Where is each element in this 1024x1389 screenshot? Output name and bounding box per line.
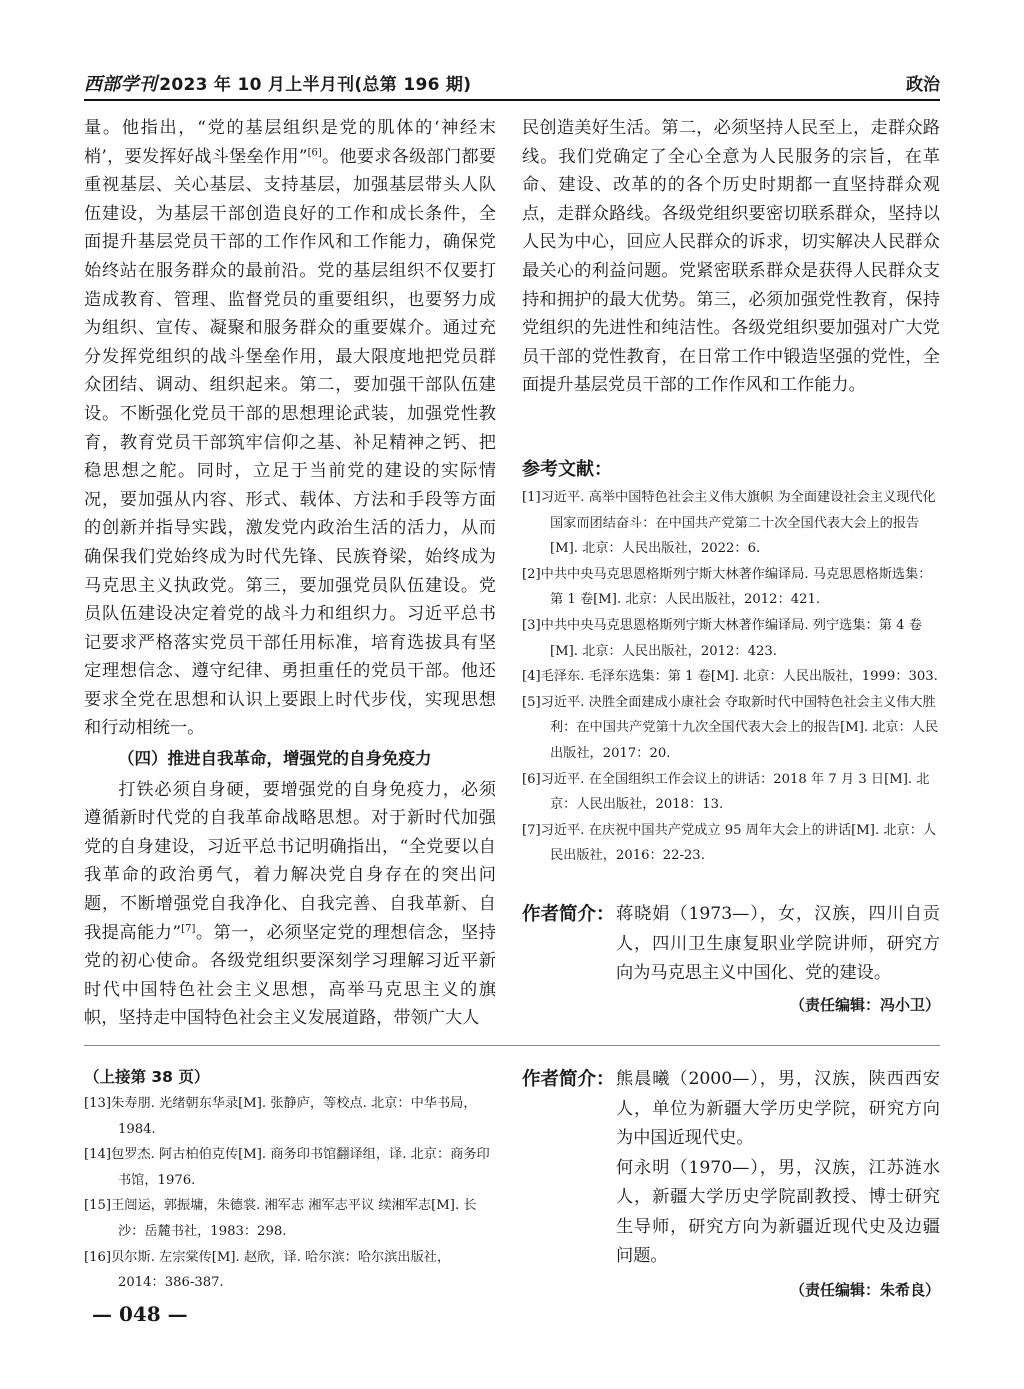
references-title: 参考文献： — [522, 459, 612, 480]
right-column — [522, 114, 940, 400]
header-rule — [84, 99, 940, 101]
section-label: 政治 — [906, 75, 940, 95]
left-column — [84, 114, 496, 1033]
author-bio — [522, 1065, 940, 1305]
reference-item: [7]习近平. 在庆祝中国共产党成立 95 周年大会上的讲话[M]. 北京：人民出版社，2016：22-23. — [522, 822, 937, 864]
paragraph: 打铁必须自身硬，要增强党的自身免疫力，必须遵循新时代党的自我革命战略思想。对于新时代加强党的自身建设，习近平总书记明确指出，“全党要以自我革命的政治勇气，着力解决党自身存在的突出问题，不断增强党自我净化、自我完善、自我革新、自我提高能力”[7]。第一，必须坚定党的理想信念，坚持党的初心使命。各级党组织要深刻学习理解习近平新时代中国特色社会主义思想，高举马克思主义的旗帜，坚持走中国特色社会主义发展道路，带领广大人 — [84, 779, 496, 1029]
journal-logo: 西部学刊 — [84, 74, 158, 95]
reference-item: [16]贝尔斯. 左宗棠传[M]. 赵欣，译. 哈尔滨：哈尔滨出版社，2014：386-387. — [84, 1249, 451, 1291]
author-bio — [522, 900, 940, 1020]
section-divider — [84, 1045, 940, 1046]
reference-item: [13]朱寿朋. 光绪朝东华录[M]. 张静庐，等校点. 北京：中华书局，1984. — [84, 1096, 477, 1137]
reference-item: [4]毛泽东. 毛泽东选集：第 1 卷[M]. 北京：人民出版社，1999：303. — [522, 669, 938, 685]
reference-item: [1]习近平. 高举中国特色社会主义伟大旗帜 为全面建设社会主义现代化国家而团结奋斗：在中国共产党第二十次全国代表大会上的报告[M]. 北京：人民出版社，2022：6. — [522, 490, 936, 557]
reference-list — [522, 485, 940, 869]
paragraph: 量。他指出，“党的基层组织是党的肌体的‘神经末梢’，要发挥好战斗堡垒作用”[6]。他要求各级部门都要重视基层、关心基层、支持基层，加强基层带头人队伍建设，为基层干部创造良好的工作和成长条件，全面提升基层党员干部的工作作风和工作能力，确保党始终站在服务群众的最前沿。党的基层组织不仅要打造成教育、管理、监督党员的重要组织，也要努力成为组织、宣传、凝聚和服务群众的重要媒介。通过充分发挥党组织的战斗堡垒作用，最大限度地把党员群众团结、调动、组织起来。第二，要加强干部队伍建设。不断强化党员干部的思想理论武装，加强党性教育，教育党员干部筑牢信仰之基、补足精神之钙、把稳思想之舵。同时，立足于当前党的建设的实际情况，要加强从内容、形式、载体、方法和手段等方面的创新并指导实践，激发党内政治生活的活力，从而确保我们党始终成为时代先锋、民族脊梁，始终成为马克思主义执政党。第三，要加强党员队伍建设。党员队伍建设决定着党的战斗力和组织力。习近平总书记要求严格落实党员干部任用标准，培育选拔具有坚定理想信念、遵守纪律、勇担重任的党员干部。他还要求全党在思想和认识上要跟上时代步伐，实现思想和行动相统一。 — [84, 118, 496, 739]
issue-info: 2023 年 10 月上半月刊(总第 196 期) — [159, 75, 472, 95]
author-text: 蒋晓娟（1973—），女，汉族，四川自贡人，四川卫生康复职业学院讲师，研究方向为马克思主义中国化、党的建设。 — [616, 904, 940, 983]
citation: [6] — [307, 146, 322, 158]
references — [522, 455, 940, 869]
author-text: 何永明（1970—），男，汉族，江苏涟水人，新疆大学历史学院副教授、博士研究生导师，研究方向为新疆近现代史及边疆问题。 — [616, 1157, 940, 1266]
reference-list — [84, 1091, 496, 1296]
page-number: — 048 — — [92, 1302, 188, 1326]
journal-issue — [84, 70, 471, 96]
paragraph: 民创造美好生活。第二，必须坚持人民至上，走群众路线。我们党确定了全心全意为人民服务的宗旨，在革命、建设、改革的的各个历史时期都一直坚持群众观点，走群众路线。各级党组织要密切联系群众，坚持以人民为中心，回应人民群众的诉求，切实解决人民群众最关心的利益问题。党紧密联系群众是获得人民群众支持和拥护的最大优势。第三，必须加强党性教育，保持党组织的先进性和纯洁性。各级党组织要加强对广大党员干部的党性教育，在日常工作中锻造坚强的党性，全面提升基层党员干部的工作作风和工作能力。 — [522, 118, 940, 396]
section-heading: （四）推进自我革命，增强党的自身免疫力 — [118, 749, 432, 769]
reference-item: [5]习近平. 决胜全面建成小康社会 夺取新时代中国特色社会主义伟大胜利：在中国共产党第十九次全国代表大会上的报告[M]. 北京：人民出版社，2017：20. — [522, 694, 939, 761]
editor-credit: （责任编辑：朱希良） — [789, 1280, 940, 1299]
continued-heading: （上接第 38 页） — [84, 1068, 210, 1086]
reference-item: [14]包罗杰. 阿古柏伯克传[M]. 商务印书馆翻译组，译. 北京：商务印书馆，1976. — [84, 1147, 490, 1188]
reference-item: [15]王闿运，郭振墉，朱德裳. 湘军志 湘军志平议 续湘军志[M]. 长沙：岳麓书社，1983：298. — [84, 1198, 477, 1239]
reference-item: [2]中共中央马克思恩格斯列宁斯大林著作编译局. 马克思恩格斯选集：第 1 卷[M]. 北京：人民出版社，2012：421. — [522, 566, 932, 608]
page-header — [84, 70, 940, 96]
citation: [7] — [181, 922, 196, 934]
reference-item: [3]中共中央马克思恩格斯列宁斯大林著作编译局. 列宁选集：第 4 卷[M]. 北京：人民出版社，2012：423. — [522, 617, 922, 659]
continued-references — [84, 1065, 496, 1296]
reference-item: [6]习近平. 在全国组织工作会议上的讲话：2018 年 7 月 3 日[M]. 北京：人民出版社，2018：13. — [522, 771, 930, 813]
editor-credit: （责任编辑：冯小卫） — [789, 995, 940, 1014]
author-label: 作者简介： — [522, 904, 615, 925]
author-text: 熊晨曦（2000—），男，汉族，陕西西安人，单位为新疆大学历史学院，研究方向为中国近现代史。 — [616, 1069, 940, 1148]
author-label: 作者简介： — [522, 1069, 615, 1090]
